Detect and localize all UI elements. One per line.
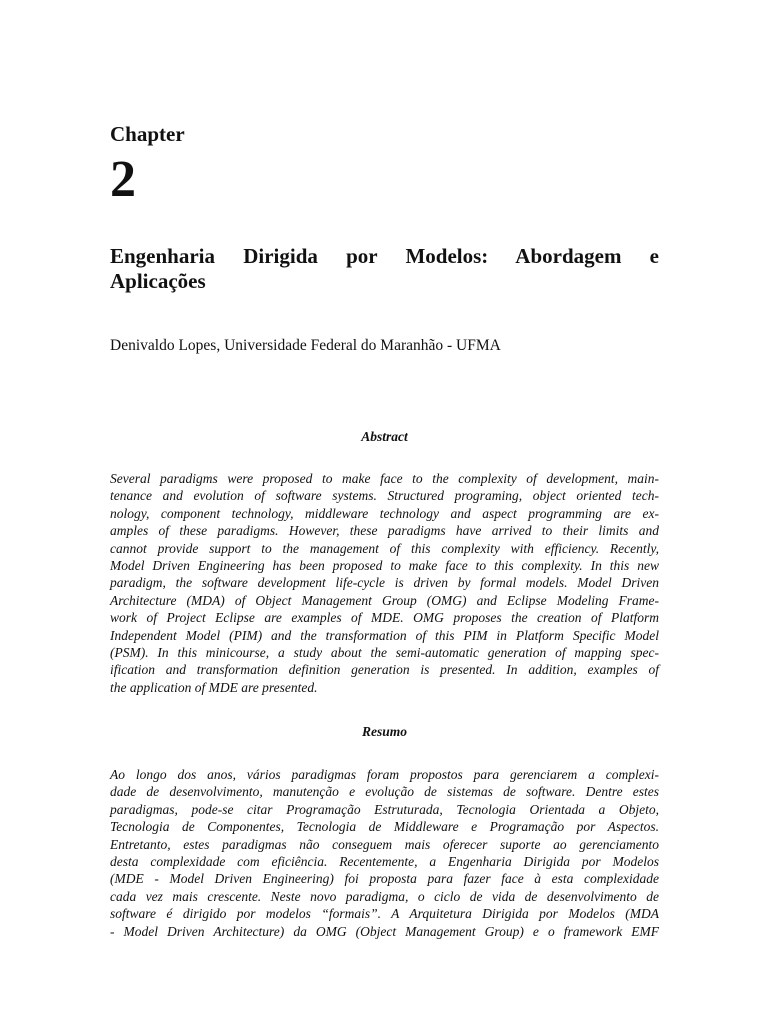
abstract-line: cannot provide support to the management of this complexity with efficiency. Recently, xyxy=(110,540,659,556)
resumo-line: software é dirigido por modelos “formais”. A Arquitetura Dirigida por Modelos (MDA xyxy=(110,906,659,922)
abstract-line: amples of these paradigms. However, these paradigms have arrived to their limits and xyxy=(110,523,659,539)
resumo-line: Tecnologia de Componentes, Tecnologia de Middleware e Programação por Aspectos. xyxy=(110,819,659,835)
abstract-line: Model Driven Engineering has been proposed to make face to this complexity. In this new xyxy=(110,557,659,573)
resumo-line: cada vez mais crescente. Neste novo paradigma, o ciclo de vida de desenvolvimento de xyxy=(110,888,659,904)
abstract-line: ification and transformation definition generation is presented. In addition, examples of xyxy=(110,662,659,678)
resumo-line: (MDE - Model Driven Engineering) foi proposta para fazer face à esta complexidade xyxy=(110,871,659,887)
resumo-line: desta complexidade com eficiência. Recentemente, a Engenharia Dirigida por Modelos xyxy=(110,853,659,869)
chapter-title-line: Engenharia Dirigida por Modelos: Abordagem e xyxy=(110,244,659,268)
abstract-heading: Abstract xyxy=(361,429,408,444)
chapter-number: 2 xyxy=(110,151,136,208)
abstract-line: Architecture (MDA) of Object Management Group (OMG) and Eclipse Modeling Frame- xyxy=(110,592,659,608)
author-affiliation: Denivaldo Lopes, Universidade Federal do Maranhão - UFMA xyxy=(110,337,501,354)
chapter-title xyxy=(110,244,659,294)
abstract-line: (PSM). In this minicourse, a study about the semi-automatic generation of mapping spec- xyxy=(110,644,659,660)
resumo-line: dade de desenvolvimento, manutenção e evolução de sistemas de software. Dentre estes xyxy=(110,784,659,800)
abstract-body xyxy=(110,470,659,696)
chapter-title-line: Aplicações xyxy=(110,269,206,293)
abstract-line: nology, component technology, middleware technology and aspect programming are ex- xyxy=(110,505,659,521)
abstract-line: the application of MDE are presented. xyxy=(110,679,318,695)
abstract-line: Several paradigms were proposed to make face to the complexity of development, main- xyxy=(110,471,659,486)
chapter-label: Chapter xyxy=(110,122,185,146)
abstract-line: Independent Model (PIM) and the transformation of this PIM in Platform Specific Model xyxy=(110,627,659,643)
resumo-heading: Resumo xyxy=(361,724,407,739)
abstract-line: tenance and evolution of software systems. Structured programing, object oriented tech- xyxy=(110,488,659,504)
resumo-body xyxy=(110,766,659,940)
resumo-line: - Model Driven Architecture) da OMG (Object Management Group) e o framework EMF xyxy=(110,923,659,939)
abstract-line: paradigm, the software development life-cycle is driven by formal models. Model Driven xyxy=(110,575,659,591)
resumo-line: paradigmas, pode-se citar Programação Estruturada, Tecnologia Orientada a Objeto, xyxy=(110,801,659,817)
resumo-line: Entretanto, estes paradigmas não conseguem mais oferecer suporte ao gerenciamento xyxy=(110,836,659,852)
abstract-line: work of Project Eclipse are examples of MDE. OMG proposes the creation of Platform xyxy=(110,610,659,626)
resumo-line: Ao longo dos anos, vários paradigmas foram propostos para gerenciarem a complexi- xyxy=(110,767,659,782)
